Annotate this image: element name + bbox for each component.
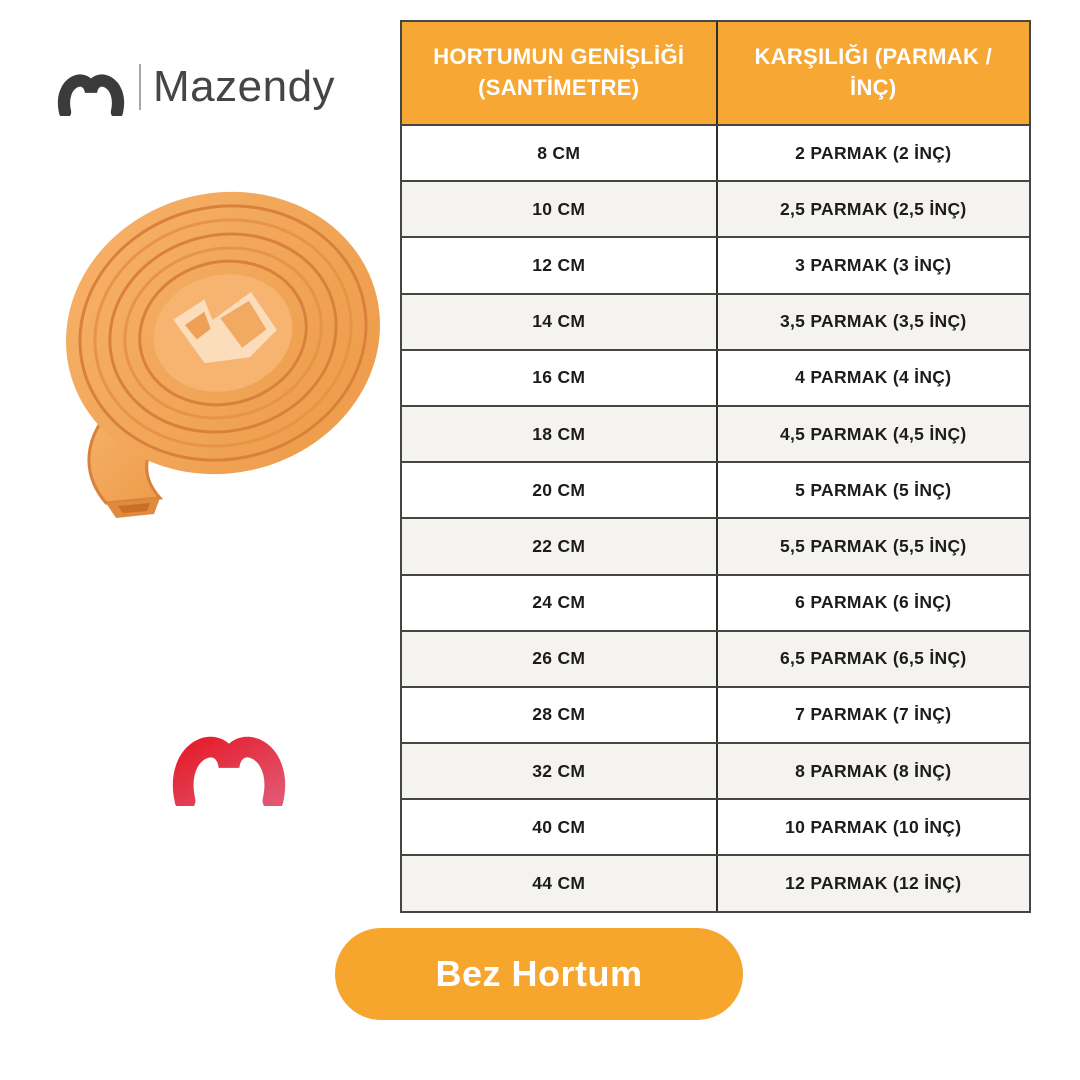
cell-parmak-inch: 2 PARMAK (2 İNÇ) [716,126,1030,180]
cell-cm: 22 CM [532,535,586,556]
cell-cm: 40 CM [532,816,586,837]
table-row [402,405,1029,461]
table-row [402,124,1029,180]
cell-parmak-inch: 4 PARMAK (4 İNÇ) [716,351,1030,405]
table-row [402,293,1029,349]
table-row [402,742,1029,798]
cell-cm: 20 CM [532,479,586,500]
mazendy-m-icon [55,58,127,116]
cell-parmak-inch: 5,5 PARMAK (5,5 İNÇ) [716,519,1030,573]
header-width-cm: HORTUMUN GENİŞLİĞİ (SANTİMETRE) [433,44,685,100]
cell-cm: 18 CM [532,423,586,444]
cell-cm: 24 CM [532,592,586,613]
cell-parmak-inch: 5 PARMAK (5 İNÇ) [716,463,1030,517]
cell-parmak-inch: 3 PARMAK (3 İNÇ) [716,238,1030,292]
cell-parmak-inch: 8 PARMAK (8 İNÇ) [716,744,1030,798]
cell-cm: 26 CM [532,648,586,669]
cell-cm: 44 CM [532,873,586,894]
table-row [402,798,1029,854]
table-row [402,517,1029,573]
cell-parmak-inch: 10 PARMAK (10 İNÇ) [716,800,1030,854]
cell-parmak-inch: 12 PARMAK (12 İNÇ) [716,856,1030,910]
cell-parmak-inch: 6,5 PARMAK (6,5 İNÇ) [716,632,1030,686]
cell-parmak-inch: 7 PARMAK (7 İNÇ) [716,688,1030,742]
hose-product-image [28,158,393,523]
cell-cm: 10 CM [532,198,586,219]
cell-cm: 28 CM [532,704,586,725]
size-conversion-table [400,20,1031,913]
cell-parmak-inch: 3,5 PARMAK (3,5 İNÇ) [716,295,1030,349]
cell-cm: 8 CM [537,142,581,163]
cell-cm: 12 CM [532,254,586,275]
brand-logo [55,58,335,116]
table-header-row [402,22,1029,124]
table-row [402,854,1029,910]
logo-divider [139,64,141,110]
cell-parmak-inch: 4,5 PARMAK (4,5 İNÇ) [716,407,1030,461]
table-row [402,630,1029,686]
table-row [402,180,1029,236]
table-body [402,124,1029,911]
bez-hortum-button[interactable]: Bez Hortum [335,928,743,1020]
mazendy-m-icon-red [168,710,290,806]
brand-name: Mazendy [153,62,336,111]
table-row [402,461,1029,517]
cell-cm: 14 CM [532,311,586,332]
table-row [402,574,1029,630]
header-equivalent-inch: KARŞILIĞI (PARMAK / İNÇ) [716,22,1030,124]
cell-parmak-inch: 2,5 PARMAK (2,5 İNÇ) [716,182,1030,236]
cell-cm: 16 CM [532,367,586,388]
cell-parmak-inch: 6 PARMAK (6 İNÇ) [716,576,1030,630]
table-row [402,236,1029,292]
cell-cm: 32 CM [532,760,586,781]
table-row [402,349,1029,405]
table-row [402,686,1029,742]
